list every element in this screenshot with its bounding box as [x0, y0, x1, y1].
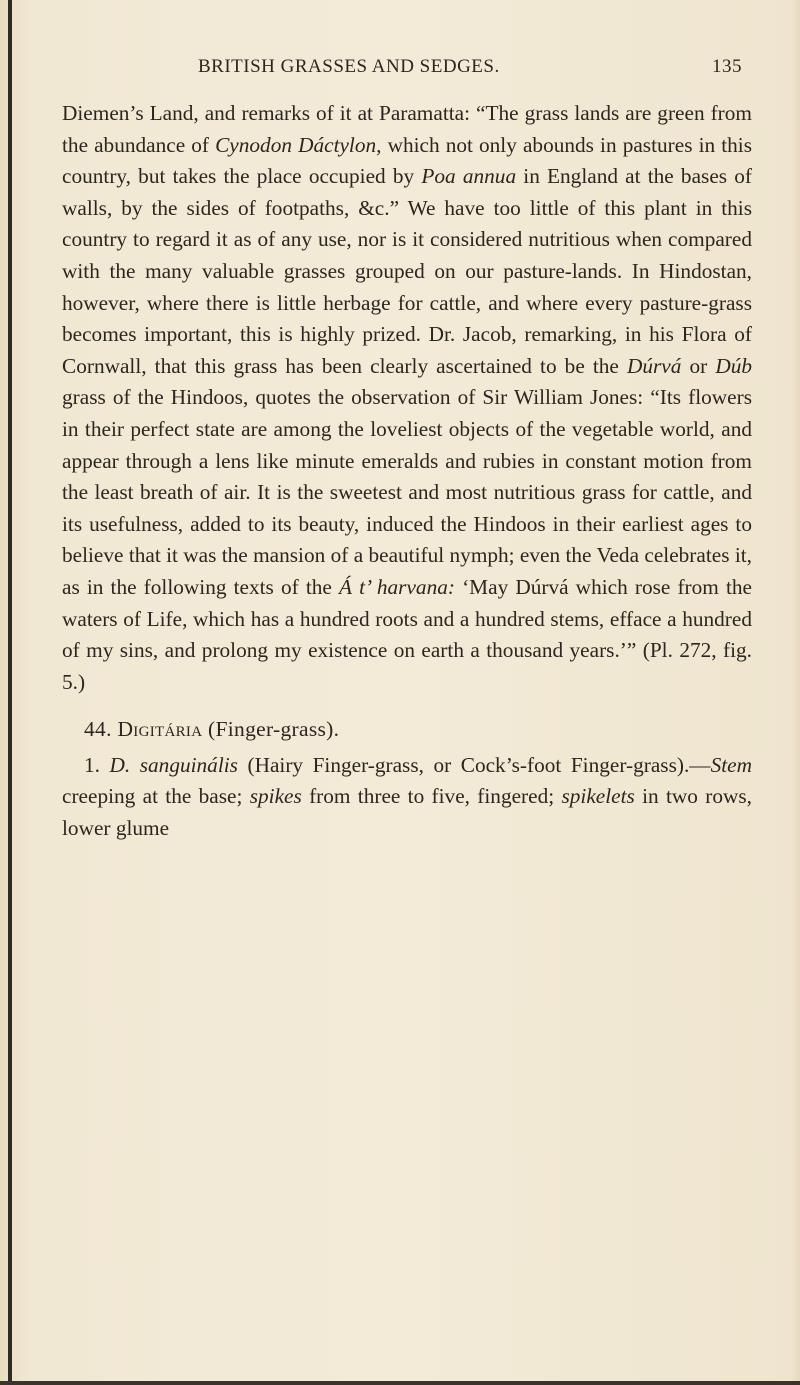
text-run: in England at the bases of walls, by the sides of footpaths, &c.” We have too little of this plant in this country to regard it as of any use, nor is it considered nutritious when compared with the many valuable grasses grouped on our pasture-lands. In Hindostan, however, where there is little herbage for cattle, and where every pasture-grass becomes important, this is highly prized. Dr. Jacob, remarking, in his Flora of Cornwall, that this grass has been clearly ascertained to be the	[62, 164, 752, 378]
paragraph-durva	[62, 98, 752, 698]
page-bottom-edge	[0, 1381, 800, 1385]
section-heading-digitaria	[62, 714, 752, 746]
paragraph-species-entry	[62, 750, 752, 845]
text-run: from three to five, fingered;	[301, 784, 562, 809]
text-run: ‘May Dúrvá which rose from the waters of Life, which has a hundred roots and a hundred stems, efface a hundred of my sins, and prolong my existence on earth a thousand years.’” (Pl. 272, fig. 5.)	[62, 574, 752, 694]
section-genus: Digitária	[117, 717, 203, 742]
section-number: 44.	[84, 717, 112, 742]
italic-term-spikelets: spikelets	[561, 784, 635, 809]
text-run: in two rows, lower glume	[62, 784, 752, 841]
page-spine-edge	[8, 0, 12, 1385]
page-number: 135	[712, 56, 742, 77]
section-common-name: (Finger-grass).	[208, 717, 340, 742]
text-run: 1.	[84, 752, 110, 777]
italic-term-atharvana: Á t’ harvana:	[338, 574, 455, 599]
italic-term-durva: Dúrvá	[626, 353, 682, 378]
running-title: BRITISH GRASSES AND SEDGES.	[198, 56, 500, 77]
text-run: Diemen’s Land, and remarks of it at Paramatta: “The grass lands are green from the abundance of	[62, 101, 752, 157]
italic-term-dub: Dúb	[715, 353, 753, 378]
text-run: grass of the Hindoos, quotes the observation of Sir William Jones: “Its flowers in their perfect state are among the loveliest objects of the vegetable world, and appear through a lens like minute emeralds and rubies in constant motion from the least breath of air. It is the sweetest and most nutritious grass for cattle, and its usefulness, added to its beauty, induced the Hindoos in their earliest ages to believe that it was the mansion of a beautiful nymph; even the Veda celebrates it, as in the following texts of the	[62, 385, 752, 599]
italic-term-cynodon: Cynodon Dáctylon,	[215, 132, 382, 157]
text-run: creeping at the base;	[62, 784, 250, 809]
italic-term-spikes: spikes	[249, 784, 302, 809]
text-run: which not only abounds in pastures in this country, but takes the place occupied by	[62, 132, 752, 189]
text-run: (Hairy Finger-grass, or Cock’s-foot Finger-grass).—	[237, 752, 711, 777]
italic-species-name: D. sanguinális	[109, 752, 238, 777]
text-run: or	[681, 353, 716, 378]
body-text	[62, 98, 752, 845]
italic-term-stem: Stem	[710, 752, 752, 777]
italic-term-poa: Poa annua	[421, 164, 517, 189]
